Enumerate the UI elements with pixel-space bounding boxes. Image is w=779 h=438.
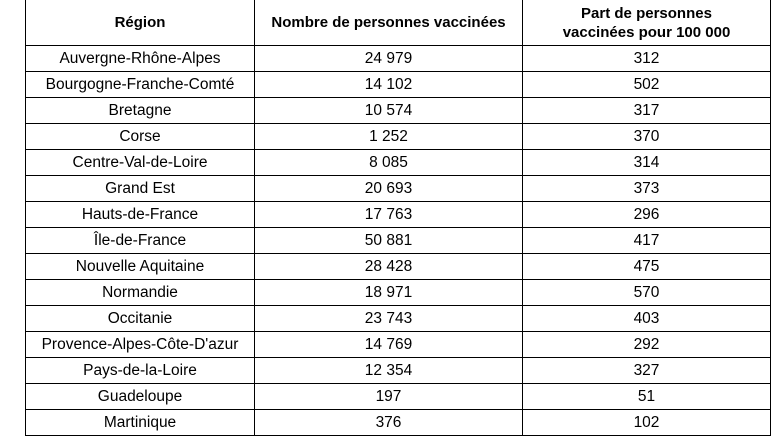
cell-share-per-100000: 502	[523, 72, 771, 98]
cell-region: Nouvelle Aquitaine	[26, 254, 255, 280]
table-row	[26, 72, 771, 98]
cell-share-per-100000: 314	[523, 150, 771, 176]
cell-region: Bretagne	[26, 98, 255, 124]
table-row	[26, 280, 771, 306]
table-row	[26, 176, 771, 202]
table-row	[26, 150, 771, 176]
table-row	[26, 228, 771, 254]
header-vaccinated-count: Nombre de personnes vaccinées	[255, 0, 523, 46]
cell-vaccinated-count: 12 354	[255, 358, 523, 384]
cell-region: Corse	[26, 124, 255, 150]
cell-vaccinated-count: 197	[255, 384, 523, 410]
cell-share-per-100000: 570	[523, 280, 771, 306]
header-share-line-2: vaccinées pour 100 000	[562, 23, 731, 41]
table-row	[26, 202, 771, 228]
cell-share-per-100000: 317	[523, 98, 771, 124]
cell-region: Pays-de-la-Loire	[26, 358, 255, 384]
header-share-line-1: Part de personnes	[581, 4, 712, 22]
cell-region: Bourgogne-Franche-Comté	[26, 72, 255, 98]
cell-share-per-100000: 296	[523, 202, 771, 228]
vaccination-table-container	[25, 0, 771, 436]
cell-region: Guadeloupe	[26, 384, 255, 410]
cell-share-per-100000: 403	[523, 306, 771, 332]
table-body	[26, 46, 771, 436]
header-region: Région	[26, 0, 255, 46]
cell-vaccinated-count: 50 881	[255, 228, 523, 254]
cell-share-per-100000: 373	[523, 176, 771, 202]
cell-share-per-100000: 51	[523, 384, 771, 410]
cell-vaccinated-count: 10 574	[255, 98, 523, 124]
table-row	[26, 332, 771, 358]
cell-share-per-100000: 475	[523, 254, 771, 280]
table-row	[26, 254, 771, 280]
cell-vaccinated-count: 18 971	[255, 280, 523, 306]
cell-share-per-100000: 370	[523, 124, 771, 150]
cell-region: Auvergne-Rhône-Alpes	[26, 46, 255, 72]
table-row	[26, 358, 771, 384]
table-row	[26, 410, 771, 436]
cell-vaccinated-count: 8 085	[255, 150, 523, 176]
cell-share-per-100000: 292	[523, 332, 771, 358]
table-row	[26, 124, 771, 150]
cell-vaccinated-count: 17 763	[255, 202, 523, 228]
table-header-row	[26, 0, 771, 46]
cell-share-per-100000: 102	[523, 410, 771, 436]
table-row	[26, 384, 771, 410]
cell-vaccinated-count: 376	[255, 410, 523, 436]
table-row	[26, 46, 771, 72]
cell-vaccinated-count: 14 769	[255, 332, 523, 358]
cell-region: Île-de-France	[26, 228, 255, 254]
cell-vaccinated-count: 14 102	[255, 72, 523, 98]
cell-region: Centre-Val-de-Loire	[26, 150, 255, 176]
cell-region: Occitanie	[26, 306, 255, 332]
cell-vaccinated-count: 1 252	[255, 124, 523, 150]
header-share-per-100000	[523, 0, 771, 46]
cell-region: Martinique	[26, 410, 255, 436]
cell-vaccinated-count: 23 743	[255, 306, 523, 332]
cell-vaccinated-count: 20 693	[255, 176, 523, 202]
cell-share-per-100000: 312	[523, 46, 771, 72]
cell-share-per-100000: 417	[523, 228, 771, 254]
cell-region: Provence-Alpes-Côte-D'azur	[26, 332, 255, 358]
cell-region: Hauts-de-France	[26, 202, 255, 228]
cell-vaccinated-count: 28 428	[255, 254, 523, 280]
cell-region: Grand Est	[26, 176, 255, 202]
vaccination-table	[25, 0, 771, 436]
cell-region: Normandie	[26, 280, 255, 306]
cell-share-per-100000: 327	[523, 358, 771, 384]
table-row	[26, 306, 771, 332]
cell-vaccinated-count: 24 979	[255, 46, 523, 72]
table-row	[26, 98, 771, 124]
